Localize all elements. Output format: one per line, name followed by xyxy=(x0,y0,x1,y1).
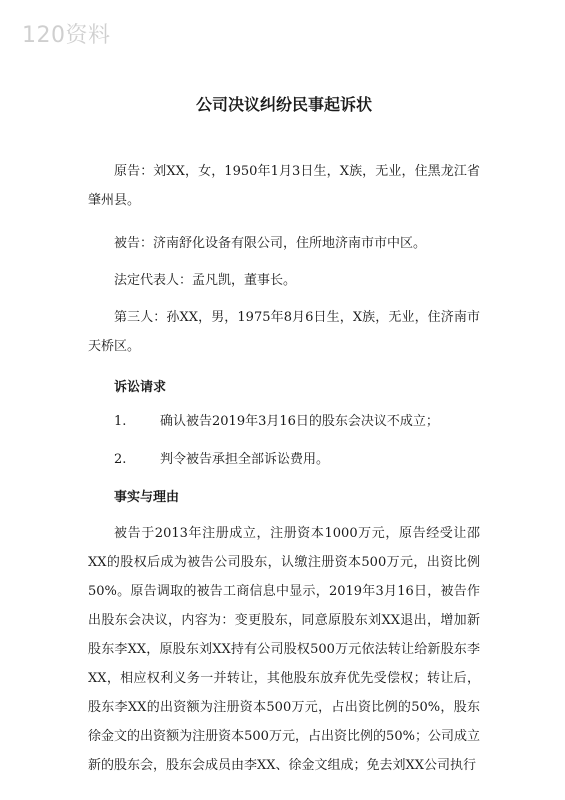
claim-number: 2. xyxy=(114,452,127,467)
claim-text: 判令被告承担全部诉讼费用。 xyxy=(160,452,330,467)
facts-paragraph: 被告于2013年注册成立，注册资本1000万元，原告经受让邵XX的股权后成为被告公司股东，认缴注册资本500万元，出资比例50%。原告调取的被告工商信息中显示，2019年3月16日，被告作出股东会决议，内容为：变更股东，同意原股东刘XX退出，增加新股东李XX，原股东刘XX持有公司股权500万元依法转让给新股东李XX，相应权利义务一并转让，其他股东放弃优先受偿权；转让后，股东李XX的出资额为注册资本500万元，占出资比例的50%，股东徐金文的出资额为注册资本500万元，占出资比例的50%；公司成立新的股东会，股东会成员由李XX、徐金文组成；免去刘XX公司执行 xyxy=(88,526,480,773)
party-third-party: 第三人：孙XX，男，1975年8月6日生，X族，无业，住济南市天桥区。 xyxy=(88,310,480,354)
party-legal-representative: 法定代表人：孟凡凯，董事长。 xyxy=(114,273,297,288)
document-page xyxy=(88,92,480,794)
claims-heading: 诉讼请求 xyxy=(114,380,167,395)
party-plaintiff: 原告：刘XX，女，1950年1月3日生，X族，无业，住黑龙江省肇州县。 xyxy=(88,164,480,208)
claim-item xyxy=(88,447,480,473)
party-defendant: 被告：济南舒化设备有限公司，住所地济南市市中区。 xyxy=(114,236,427,251)
claim-text: 确认被告2019年3月16日的股东会决议不成立； xyxy=(160,414,439,429)
document-title: 公司决议纠纷民事起诉状 xyxy=(195,95,372,114)
facts-heading: 事实与理由 xyxy=(114,490,180,505)
claim-item xyxy=(88,409,480,435)
claim-number: 1. xyxy=(114,414,127,429)
watermark-logo: 120资料 xyxy=(22,23,111,48)
